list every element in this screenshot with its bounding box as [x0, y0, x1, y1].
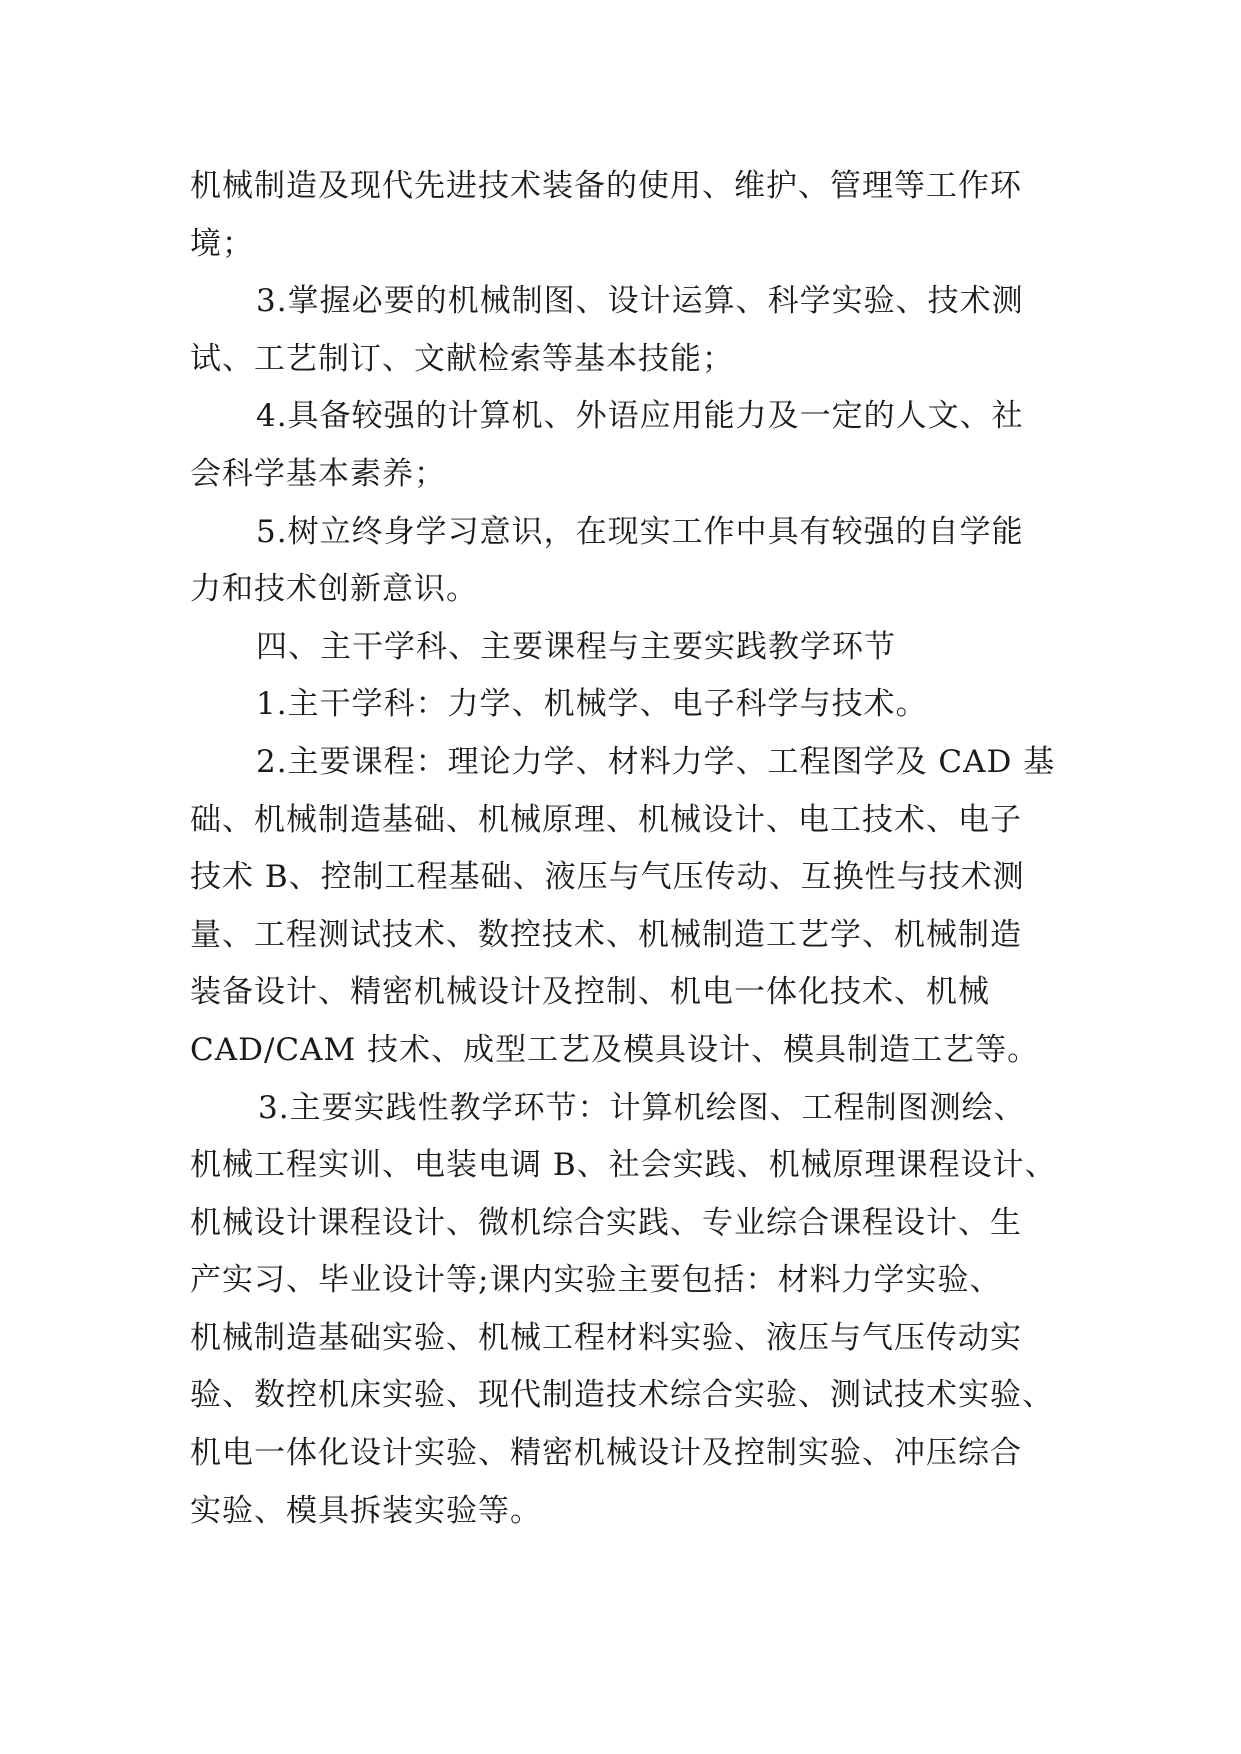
- text-line: 验、数控机床实验、现代制造技术综合实验、测试技术实验、: [190, 1377, 1054, 1414]
- text-line: 机械工程实训、电装电调 B、社会实践、机械原理课程设计、: [190, 1147, 1057, 1184]
- text-line: 础、机械制造基础、机械原理、机械设计、电工技术、电子: [190, 801, 1022, 838]
- list-item-main-courses: 2.主要课程：理论力学、材料力学、工程图学及 CAD 基: [256, 743, 1056, 780]
- list-item-3: 3.掌握必要的机械制图、设计运算、科学实验、技术测: [256, 283, 1024, 320]
- text-line: 机械制造基础实验、机械工程材料实验、液压与气压传动实: [190, 1319, 1022, 1356]
- list-item-5: 5.树立终身学习意识，在现实工作中具有较强的自学能: [256, 513, 1024, 550]
- text-line: 机电一体化设计实验、精密机械设计及控制实验、冲压综合: [190, 1435, 1022, 1472]
- document-body: [190, 158, 1070, 1540]
- list-item-practice: 3.主要实践性教学环节：计算机绘图、工程制图测绘、: [258, 1089, 1026, 1126]
- text-line: 机械制造及现代先进技术装备的使用、维护、管理等工作环: [190, 168, 1022, 204]
- text-line: 装备设计、精密机械设计及控制、机电一体化技术、机械: [190, 974, 990, 1011]
- text-line: 量、工程测试技术、数控技术、机械制造工艺学、机械制造: [190, 916, 1022, 953]
- list-item-4: 4.具备较强的计算机、外语应用能力及一定的人文、社: [256, 398, 1024, 435]
- text-line: 技术 B、控制工程基础、液压与气压传动、互换性与技术测: [190, 859, 1025, 896]
- text-line: 力和技术创新意识。: [190, 571, 478, 608]
- text-line: 实验、模具拆装实验等。: [190, 1492, 542, 1529]
- section-heading: 四、主干学科、主要课程与主要实践教学环节: [256, 628, 896, 665]
- list-item-main-disciplines: 1.主干学科：力学、机械学、电子科学与技术。: [256, 686, 928, 723]
- text-line: 试、工艺制订、文献检索等基本技能；: [190, 340, 734, 377]
- text-line: CAD/CAM 技术、成型工艺及模具设计、模具制造工艺等。: [190, 1031, 1040, 1068]
- text-line: 境；: [190, 225, 254, 262]
- text-line: 会科学基本素养；: [190, 455, 446, 492]
- text-line: 产实习、毕业设计等;课内实验主要包括：材料力学实验、: [190, 1262, 1002, 1299]
- text-line: 机械设计课程设计、微机综合实践、专业综合课程设计、生: [190, 1204, 1022, 1241]
